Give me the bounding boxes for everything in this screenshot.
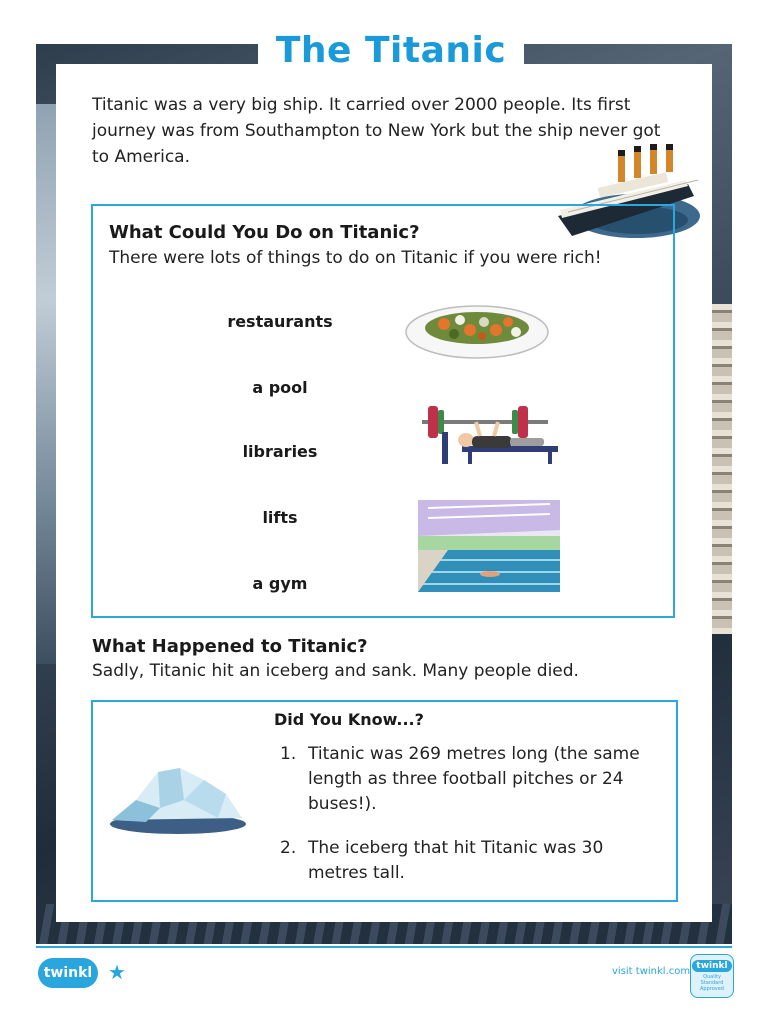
quality-badge	[690, 954, 734, 998]
fact-text: The iceberg that hit Titanic was 30 metres tall.	[308, 838, 604, 883]
badge-text: Quality Standard Approved	[700, 974, 724, 992]
star-icon: ★	[108, 960, 126, 984]
footer-divider	[36, 946, 732, 948]
activity-item: a pool	[252, 378, 308, 397]
activity-item: lifts	[262, 508, 298, 527]
activities-subtext: There were lots of things to do on Titanic if you were rich!	[109, 248, 602, 268]
badge-brand: twinkl	[692, 960, 731, 972]
iceberg-image	[100, 760, 252, 836]
swimming-pool-image	[418, 500, 560, 592]
title-banner	[258, 22, 524, 78]
activities-heading: What Could You Do on Titanic?	[109, 222, 420, 243]
twinkl-logo[interactable]: twinkl	[38, 958, 98, 988]
activity-item: a gym	[252, 574, 308, 593]
fact-number: 1.	[280, 744, 297, 764]
happened-text: Sadly, Titanic hit an iceberg and sank. Many people died.	[92, 661, 579, 681]
weightlifter-image	[420, 402, 562, 466]
activities-box	[91, 204, 675, 618]
fact-item	[280, 836, 660, 886]
fact-text: Titanic was 269 metres long (the same length as three football pitches or 24 buses!).	[308, 744, 640, 814]
fact-item	[280, 742, 660, 817]
intro-paragraph: Titanic was a very big ship. It carried over 2000 people. Its first journey was from Southampton to New York but the ship never got to America.	[92, 95, 661, 167]
activity-item: libraries	[242, 442, 318, 461]
visit-link[interactable]: visit twinkl.com	[612, 966, 691, 977]
happened-heading: What Happened to Titanic?	[92, 636, 368, 657]
did-you-know-heading: Did You Know...?	[274, 710, 424, 729]
fact-number: 2.	[280, 838, 297, 858]
page-title: The Titanic	[275, 29, 507, 71]
salad-image	[404, 300, 550, 360]
activity-item: restaurants	[227, 312, 333, 331]
